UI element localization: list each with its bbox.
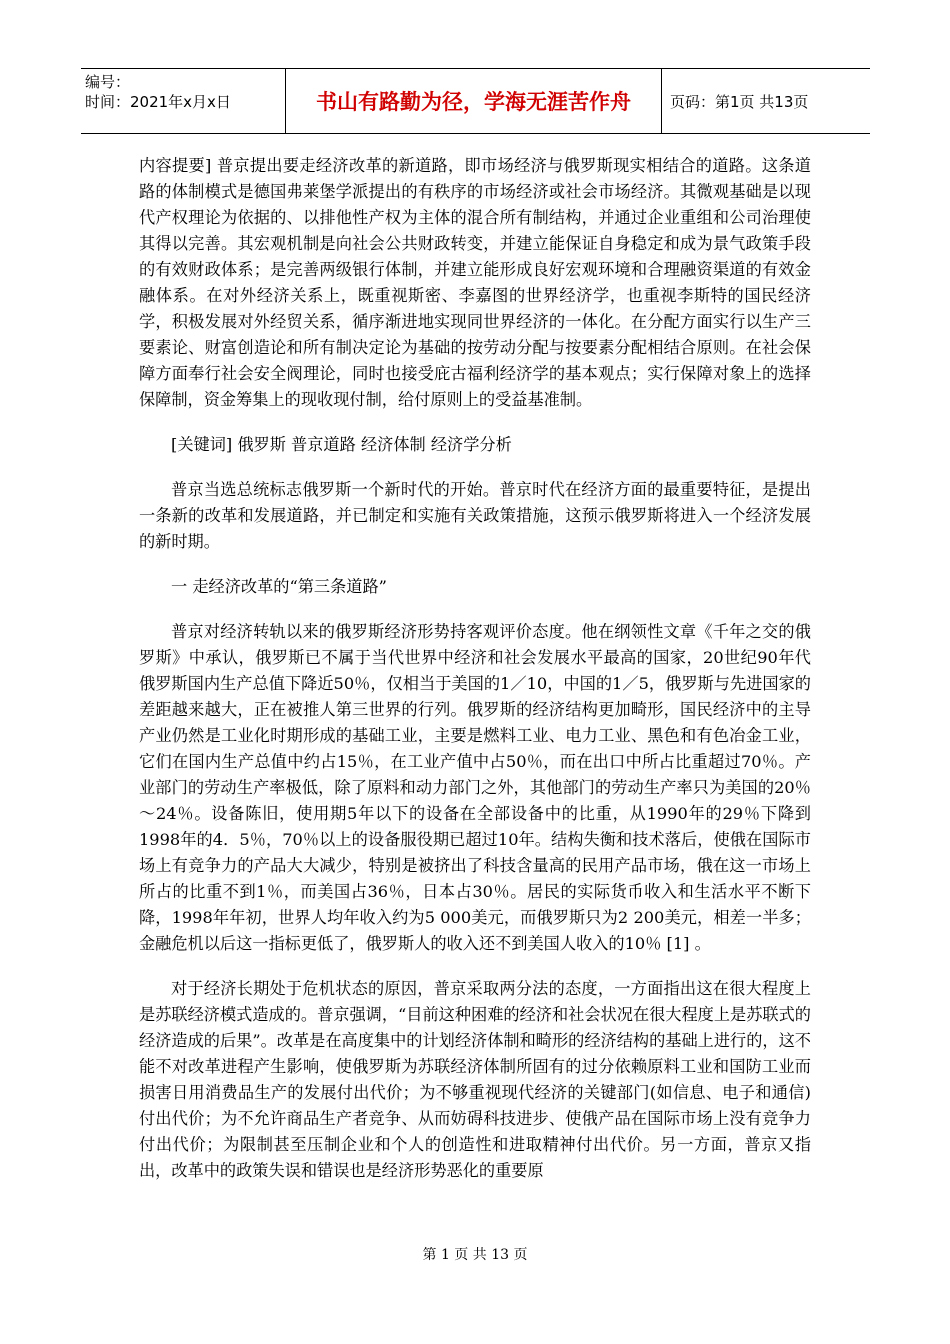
body-paragraph: 普京对经济转轨以来的俄罗斯经济形势持客观评价态度。他在纲领性文章《千年之交的俄罗斯》中承认，俄罗斯已不属于当代世界中经济和社会发展水平最高的国家，20世纪90年代俄罗斯国内生产总值下降近50％，仅相当于美国的1／10，中国的1／5，俄罗斯与先进国家的差距越来越大，正在被推人第三世界的行列。俄罗斯的经济结构更加畸形，国民经济中的主导产业仍然是工业化时期形成的基础工业，主要是燃料工业、电力工业、黑色和有色冶金工业，它们在国内生产总值中约占15％，在工业产值中占50％，而在出口中所占比重超过70％。产业部门的劳动生产率极低，除了原料和动力部门之外，其他部门的劳动生产率只为美国的20％～24％。设备陈旧，使用期5年以下的设备在全部设备中的比重，从1990年的29％下降到1998年的4．5％，70％以上的设备服役期已超过10年。结构失衡和技术落后，使俄在国际市场上有竞争力的产品大大减少，特别是被挤出了科技含量高的民用产品市场，俄在这一市场上所占的比重不到1％，而美国占36％，日本占30％。居民的实际货币收入和生活水平不断下降，1998年年初，世界人均年收入约为5 000美元，而俄罗斯只为2 200美元，相差一半多；金融危机以后这一指标更低了，俄罗斯人的收入还不到美国人收入的10％ [1] 。 bbox=[139, 622, 811, 953]
page-footer: 第 1 页 共 13 页 bbox=[422, 1247, 528, 1263]
document-time-label: 时间：2021年x月x日 bbox=[85, 93, 231, 111]
page-header bbox=[81, 68, 870, 134]
document-body bbox=[139, 153, 811, 1203]
body-paragraph: 对于经济长期处于危机状态的原因，普京采取两分法的态度，一方面指出这在很大程度上是苏联经济模式造成的。普京强调，“目前这种困难的经济和社会状况在很大程度上是苏联式的经济造成的后果”。改革是在高度集中的计划经济体制和畸形的经济结构的基础上进行的，这不能不对改革进程产生影响，使俄罗斯为苏联经济体制所固有的过分依赖原料工业和国防工业而损害日用消费品生产的发展付出代价；为不够重视现代经济的关键部门(如信息、电子和通信)付出代价；为不允许商品生产者竞争、从而妨碍科技进步、使俄产品在国际市场上没有竞争力付出代价；为限制甚至压制企业和个人的创造性和进取精神付出代价。另一方面，普京又指出，改革中的政策失误和错误也是经济形势恶化的重要原 bbox=[139, 979, 811, 1180]
section-heading: 一 走经济改革的“第三条道路” bbox=[171, 577, 387, 596]
abstract-paragraph: 内容提要] 普京提出要走经济改革的新道路，即市场经济与俄罗斯现实相结合的道路。这条道路的体制模式是德国弗莱堡学派提出的有秩序的市场经济或社会市场经济。其微观基础是以现代产权理论为依据的、以排他性产权为主体的混合所有制结构，并通过企业重组和公司治理使其得以完善。其宏观机制是向社会公共财政转变，并建立能保证自身稳定和成为景气政策手段的有效财政体系；是完善两级银行体制，并建立能形成良好宏观环境和合理融资渠道的有效金融体系。在对外经济关系上，既重视斯密、李嘉图的世界经济学，也重视李斯特的国民经济学，积极发展对外经贸关系，循序渐进地实现同世界经济的一体化。在分配方面实行以生产三要素论、财富创造论和所有制决定论为基础的按劳动分配与按要素分配相结合原则。在社会保障方面奉行社会安全阀理论，同时也接受庇古福利经济学的基本观点；实行保障对象上的选择保障制，资金筹集上的现收现付制，给付原则上的受益基准制。 bbox=[139, 156, 811, 409]
document-number-label: 编号： bbox=[85, 73, 131, 91]
keywords-paragraph: [关键词] 俄罗斯 普京道路 经济体制 经济学分析 bbox=[171, 435, 512, 454]
intro-paragraph: 普京当选总统标志俄罗斯一个新时代的开始。普京时代在经济方面的最重要特征，是提出一条新的改革和发展道路，并已制定和实施有关政策措施，这预示俄罗斯将进入一个经济发展的新时期。 bbox=[139, 480, 811, 551]
header-meta bbox=[81, 69, 286, 133]
header-page-info: 页码：第1页 共13页 bbox=[670, 92, 809, 111]
header-motto: 书山有路勤为径，学海无涯苦作舟 bbox=[286, 69, 662, 133]
